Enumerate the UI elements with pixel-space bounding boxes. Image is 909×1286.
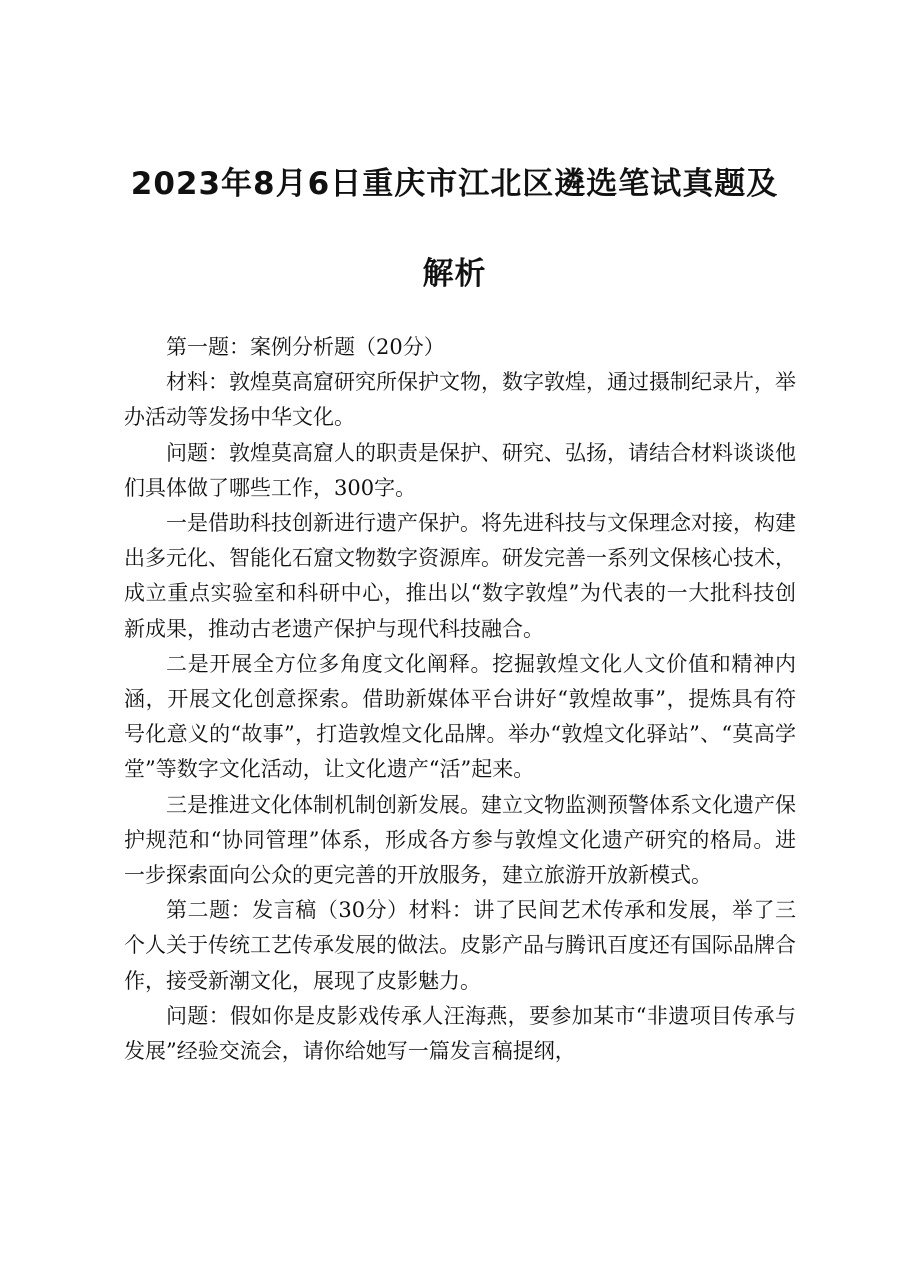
question-2-prompt: 问题：假如你是皮影戏传承人汪海燕，要参加某市“非遗项目传承与发展”经验交流会，请你给她写一篇发言稿提纲，	[124, 1003, 796, 1064]
question-1-heading: 第一题：案例分析题（20分）	[166, 335, 445, 359]
answer-point-3: 三是推进文化体制机制创新发展。建立文物监测预警体系文化遗产保护规范和“协同管理”体系，形成各方参与敦煌文化遗产研究的格局。进一步探索面向公众的更完善的开放服务，建立旅游开放新模式。	[124, 792, 796, 888]
question-1-material: 材料：敦煌莫高窟研究所保护文物，数字敦煌，通过摄制纪录片，举办活动等发扬中华文化。	[124, 370, 796, 430]
answer-point-2: 二是开展全方位多角度文化阐释。挖掘敦煌文化人文价值和精神内涵，开展文化创意探索。借助新媒体平台讲好“敦煌故事”，提炼具有符号化意义的“故事”，打造敦煌文化品牌。举办“敦煌文化驿站”、“莫高学堂”等数字文化活动，让文化遗产“活”起来。	[124, 651, 796, 782]
question-1-prompt: 问题：敦煌莫高窟人的职责是保护、研究、弘扬，请结合材料谈谈他们具体做了哪些工作，300字。	[124, 440, 796, 500]
document-title-line2: 解析	[422, 256, 487, 292]
document-title-line1: 2023年8月6日重庆市江北区遴选笔试真题及	[130, 166, 779, 202]
question-2-heading-material: 第二题：发言稿（30分）材料：讲了民间艺术传承和发展，举了三个人关于传统工艺传承发展的做法。皮影产品与腾讯百度还有国际品牌合作，接受新潮文化，展现了皮影魅力。	[124, 898, 796, 993]
document-body	[124, 330, 796, 1069]
answer-point-1: 一是借助科技创新进行遗产保护。将先进科技与文保理念对接，构建出多元化、智能化石窟文物数字资源库。研发完善一系列文保核心技术，成立重点实验室和科研中心，推出以“数字敦煌”为代表的一大批科技创新成果，推动古老遗产保护与现代科技融合。	[124, 511, 796, 641]
